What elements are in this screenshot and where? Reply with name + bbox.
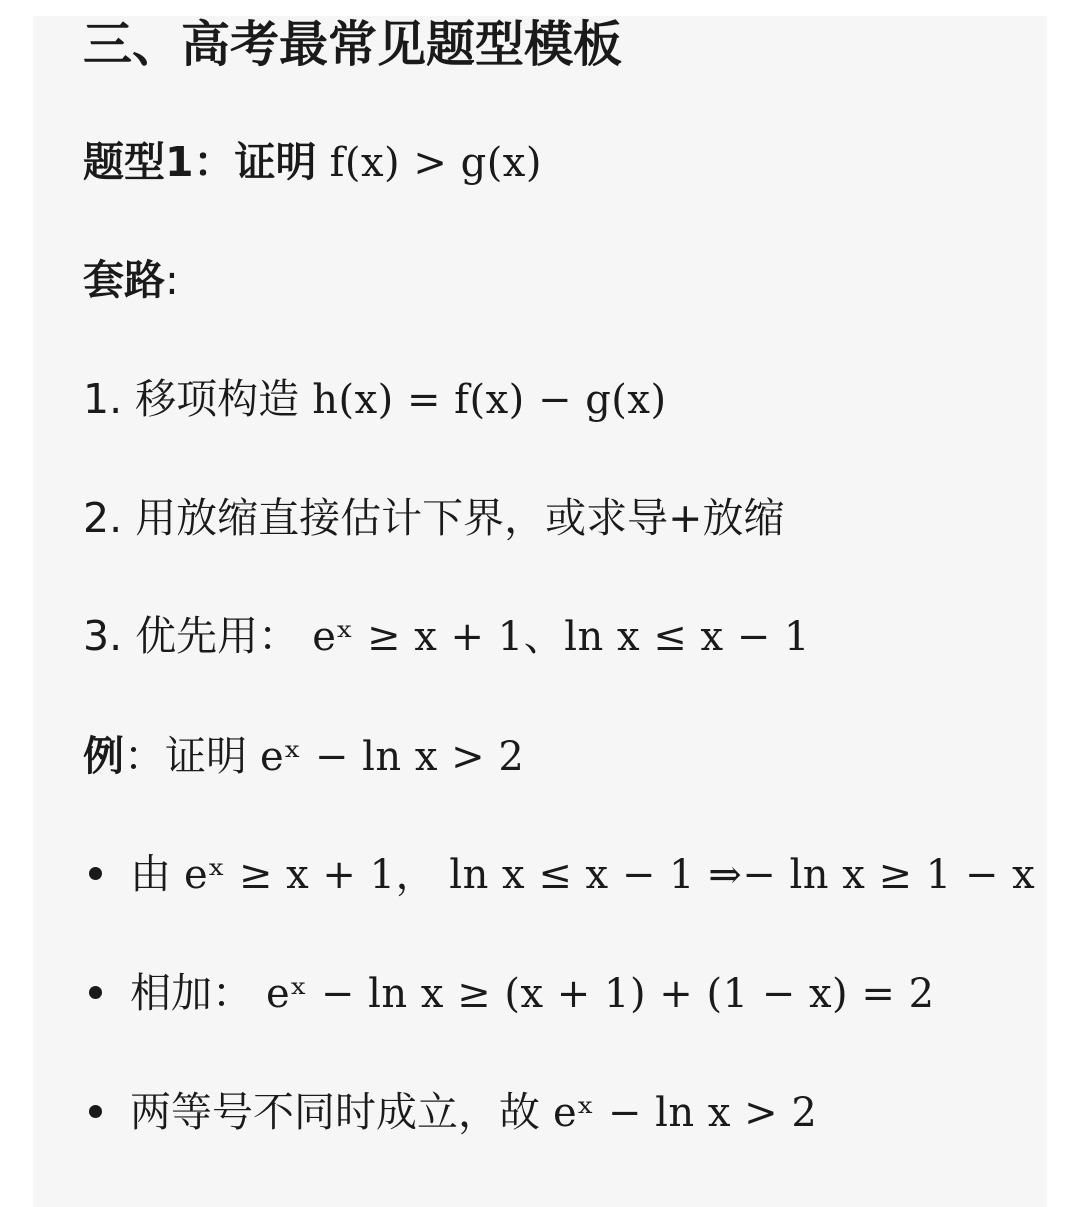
section-heading: 三、高考最常见题型模板 [83,16,623,73]
step-3-formula: eˣ ≥ x + 1、ln x ≤ x − 1 [312,614,810,660]
example-text: ：证明 [124,732,247,780]
step-1 [83,375,667,423]
example-formula: eˣ − ln x > 2 [260,734,525,780]
routine-line [83,256,179,304]
bullet-item-1 [83,850,1036,898]
bullet-1-formula: eˣ ≥ x + 1， ln x ≤ x − 1 ⇒− ln x ≥ 1 − x [184,852,1036,898]
bullet-1-text: 由 [130,850,171,898]
bullet-2-formula: eˣ − ln x ≥ (x + 1) + (1 − x) = 2 [266,971,935,1017]
example-label: 例 [83,732,124,780]
routine-colon: : [165,256,179,304]
bullet-2-text: 相加： [130,969,253,1017]
content-card [33,16,1047,1207]
step-1-formula: h(x) = f(x) − g(x) [312,377,667,423]
bullet-item-2 [83,969,935,1017]
step-3 [83,612,810,660]
type1-label: 题型1：证明 [83,138,317,186]
bullet-3-text: 两等号不同时成立，故 [130,1088,540,1136]
step-3-text: 3. 优先用： [83,612,300,660]
routine-label: 套路 [83,256,165,304]
bullet-dot-icon [89,867,102,880]
bullet-dot-icon [89,986,102,999]
example-line [83,732,525,780]
step-1-text: 1. 移项构造 [83,375,300,423]
step-2-text: 2. 用放缩直接估计下界，或求导+放缩 [83,494,785,542]
type1-line [83,138,542,186]
bullet-dot-icon [89,1105,102,1118]
type1-formula: f(x) > g(x) [329,140,542,186]
bullet-3-formula: eˣ − ln x > 2 [553,1090,818,1136]
step-2 [83,494,785,542]
bullet-item-3 [83,1088,818,1136]
